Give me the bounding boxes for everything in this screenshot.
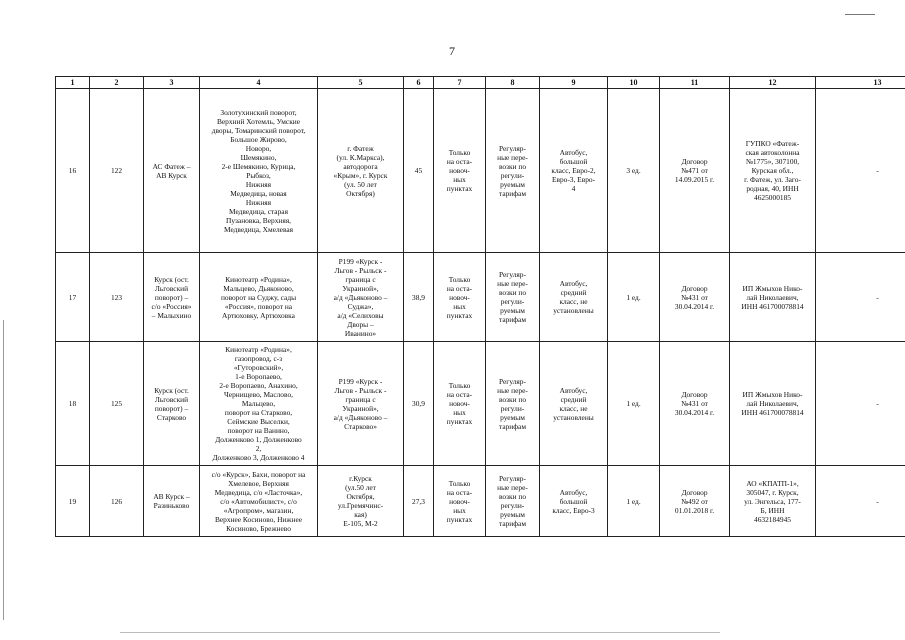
row-number: 17 (56, 253, 90, 342)
route-roads: г. Фатеж (ул. К.Маркса), автодорога «Крым», г. Курск (ул. 50 лет Октября) (318, 89, 404, 253)
route-number: 122 (90, 89, 144, 253)
transport-type: Регуляр- ные пере- возки по регули- руемым тарифам (486, 253, 540, 342)
vehicle-count: 1 ед. (608, 342, 660, 466)
route-length: 38,9 (404, 253, 434, 342)
boarding-procedure: Только на оста- новоч- ных пунктах (434, 466, 486, 537)
contract: Договор №471 от 14.09.2015 г. (660, 89, 730, 253)
boarding-procedure: Только на оста- новоч- ных пунктах (434, 342, 486, 466)
table-row (56, 89, 905, 253)
route-length: 30,9 (404, 342, 434, 466)
route-length: 45 (404, 89, 434, 253)
table-row (56, 466, 905, 537)
column-header: 5 (318, 77, 404, 89)
column-header: 8 (486, 77, 540, 89)
vehicle-class: Автобус, средний класс, не установлены (540, 253, 608, 342)
carrier: ИП Жмыхов Нико- лай Николаевич, ИНН 461700078814 (730, 342, 816, 466)
transport-type: Регуляр- ные пере- возки по регули- руемым тарифам (486, 466, 540, 537)
column-header: 10 (608, 77, 660, 89)
carrier: ИП Жмыхов Нико- лай Николаевич, ИНН 461700078814 (730, 253, 816, 342)
column-header: 7 (434, 77, 486, 89)
intermediate-stops: с/о «Курск», Бахи, поворот на Хмелевое, Верхняя Медведица, с/о «Ласточка», с/о «Автомобилист», с/о «Агропром», магазин, Верхнее Косиново, Нижнее Косиново, Брежнево (200, 466, 318, 537)
vehicle-count: 1 ед. (608, 253, 660, 342)
column-header: 6 (404, 77, 434, 89)
notes: - (816, 253, 905, 342)
contract: Договор №431 от 30.04.2014 г. (660, 253, 730, 342)
notes: - (816, 342, 905, 466)
route-roads: Р199 «Курск - Льгов - Рыльск - граница с Украиной», а/д «Дьяконово – Суджа», а/д «Селиховы Дворы – Иванино» (318, 253, 404, 342)
row-number: 16 (56, 89, 90, 253)
column-header: 11 (660, 77, 730, 89)
row-number: 19 (56, 466, 90, 537)
route-name: АВ Курск – Разиньково (144, 466, 200, 537)
transport-type: Регуляр- ные пере- возки по регули- руемым тарифам (486, 89, 540, 253)
column-header: 2 (90, 77, 144, 89)
route-name: Курск (ост. Льговский поворот) – Старково (144, 342, 200, 466)
vehicle-class: Автобус, большой класс, Евро-3 (540, 466, 608, 537)
intermediate-stops: Золотухинский поворот, Верхний Хотемль, Умские дворы, Томаринский поворот, Большое Жирово, Новоро, Шемякино, 2-е Шемякино, Курица, Рыбкоз, Нижняя Медведица, новая Нижняя Медведица, старая Пузановка, Верхняя, Медведица, Хмелевая (200, 89, 318, 253)
table-row (56, 253, 905, 342)
contract: Договор №492 от 01.01.2018 г. (660, 466, 730, 537)
vehicle-class: Автобус, средний класс, не установлены (540, 342, 608, 466)
boarding-procedure: Только на оста- новоч- ных пунктах (434, 253, 486, 342)
intermediate-stops: Кинотеатр «Родина», газопровод, с-з «Гуторовский», 1-е Воропаево, 2-е Воропаево, Анахино, Чернищево, Маслово, Мальцево, поворот на Старково, Сеймские Выселки, поворот на Ванино, Долженково 1, Долженково 2, Долженково 3, Долженково 4 (200, 342, 318, 466)
column-header: 4 (200, 77, 318, 89)
route-roads: г.Курск (ул.50 лет Октября, ул.Гремячинс- кая) Е-105, М-2 (318, 466, 404, 537)
header-row (56, 77, 905, 89)
notes: - (816, 466, 905, 537)
column-header: 3 (144, 77, 200, 89)
column-header: 9 (540, 77, 608, 89)
routes-table (55, 76, 905, 537)
route-name: Курск (ост. Льговский поворот) – с/о «Россия» – Малыхино (144, 253, 200, 342)
boarding-procedure: Только на оста- новоч- ных пунктах (434, 89, 486, 253)
route-number: 125 (90, 342, 144, 466)
row-number: 18 (56, 342, 90, 466)
transport-type: Регуляр- ные пере- возки по регули- руемым тарифам (486, 342, 540, 466)
route-name: АС Фатеж – АВ Курск (144, 89, 200, 253)
column-header: 1 (56, 77, 90, 89)
carrier: ГУПКО «Фатеж- ская автоколонна №1775», 307100, Курская обл., г. Фатеж, ул. Заго- родная, 40, ИНН 4625000185 (730, 89, 816, 253)
route-length: 27,3 (404, 466, 434, 537)
scan-mark-top-right (845, 14, 875, 15)
vehicle-count: 1 ед. (608, 466, 660, 537)
route-number: 123 (90, 253, 144, 342)
column-header: 13 (816, 77, 905, 89)
table-row (56, 342, 905, 466)
column-header: 12 (730, 77, 816, 89)
contract: Договор №431 от 30.04.2014 г. (660, 342, 730, 466)
route-roads: Р199 «Курск - Льгов - Рыльск - граница с Украиной», а/д «Дьяконово – Старково» (318, 342, 404, 466)
scan-mark-bottom (120, 632, 720, 633)
scan-mark-left-edge (3, 320, 4, 620)
vehicle-count: 3 ед. (608, 89, 660, 253)
vehicle-class: Автобус, большой класс, Евро-2, Евро-3, Евро- 4 (540, 89, 608, 253)
page-number: 7 (449, 44, 455, 58)
notes: - (816, 89, 905, 253)
route-number: 126 (90, 466, 144, 537)
carrier: АО «КПАТП-1», 305047, г. Курск, ул. Энгельса, 177- Б, ИНН 4632184945 (730, 466, 816, 537)
intermediate-stops: Кинотеатр «Родина», Мальцево, Дьяконово, поворот на Суджу, сады «Россия», поворот на Артюховку, Артюховка (200, 253, 318, 342)
